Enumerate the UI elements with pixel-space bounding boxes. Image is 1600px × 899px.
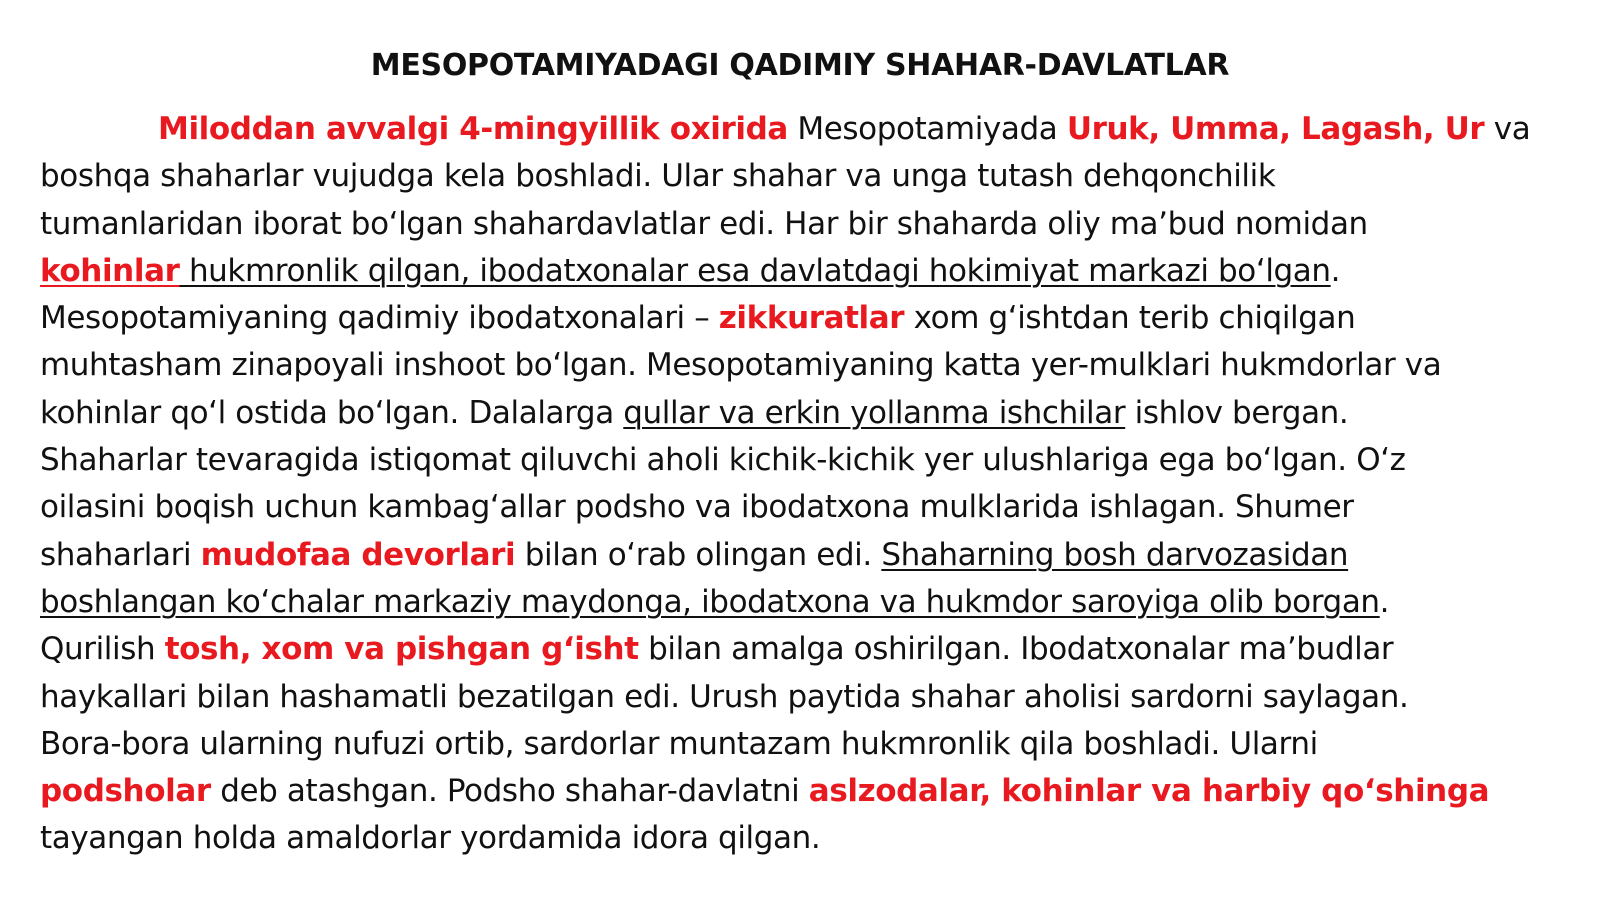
text-line bbox=[40, 579, 1565, 626]
text-line bbox=[40, 815, 1565, 862]
text-line bbox=[40, 768, 1565, 815]
text-run: shaharlari bbox=[40, 536, 201, 573]
underlined-phrase: hukmronlik qilgan, ibodatxonalar esa davlatdagi hokimiyat markazi boʻlgan bbox=[179, 252, 1331, 289]
text-run: Bora-bora ularning nufuzi ortib, sardorlar muntazam hukmronlik qila boshladi. Ularni bbox=[40, 725, 1318, 762]
highlighted-term: mudofaa devorlari bbox=[200, 536, 516, 573]
highlighted-term: podsholar bbox=[40, 773, 211, 810]
text-run: muhtasham zinapoyali inshoot boʻlgan. Mesopotamiyaning katta yer-mulklari hukmdorlar va bbox=[40, 347, 1442, 384]
text-run: va bbox=[1484, 111, 1531, 147]
text-run: ishlov bergan. bbox=[1125, 394, 1349, 431]
highlighted-term: tosh, xom va pishgan gʻisht bbox=[164, 631, 639, 668]
text-run: bilan oʻrab olingan edi. bbox=[515, 536, 882, 573]
text-run: Qurilish bbox=[40, 631, 165, 668]
text-run: . bbox=[1330, 252, 1341, 289]
text-line bbox=[40, 721, 1565, 768]
text-run: deb atashgan. Podsho shahar-davlatni bbox=[210, 773, 809, 810]
text-line bbox=[40, 532, 1565, 579]
text-run: kohinlar qoʻl ostida boʻlgan. Dalalarga bbox=[40, 394, 624, 431]
highlighted-term: kohinlar bbox=[40, 252, 180, 289]
text-line bbox=[40, 342, 1565, 389]
text-run: Mesopotamiyaning qadimiy ibodatxonalari – bbox=[40, 300, 719, 337]
text-line bbox=[40, 201, 1565, 248]
text-line bbox=[40, 106, 1565, 153]
text-line bbox=[40, 153, 1565, 200]
page-title: MESOPOTAMIYADAGI QADIMIY SHAHAR-DAVLATLAR bbox=[370, 48, 1230, 83]
text-run: tayangan holda amaldorlar yordamida idora qilgan. bbox=[40, 820, 821, 857]
text-run: xom gʻishtdan terib chiqilgan bbox=[904, 300, 1356, 337]
text-line bbox=[40, 484, 1565, 531]
highlighted-term: zikkuratlar bbox=[718, 300, 905, 337]
text-run: bilan amalga oshirilgan. Ibodatxonalar maʼbudlar bbox=[638, 631, 1394, 668]
highlighted-term: Uruk, Umma, Lagash, Ur bbox=[1066, 111, 1485, 147]
text-line bbox=[40, 295, 1565, 342]
underlined-phrase: boshlangan koʻchalar markaziy maydonga, ibodatxona va hukmdor saroyiga olib borgan bbox=[40, 583, 1380, 620]
underlined-phrase: Shaharning bosh darvozasidan bbox=[881, 536, 1349, 573]
text-run: haykallari bilan hashamatli bezatilgan edi. Urush paytida shahar aholisi sardorni saylagan. bbox=[40, 678, 1409, 715]
text-run: Shaharlar tevaragida istiqomat qiluvchi aholi kichik-kichik yer ulushlariga ega boʻlgan. Oʻz bbox=[40, 442, 1406, 479]
text-run: . bbox=[1379, 583, 1390, 620]
text-run: Mesopotamiyada bbox=[787, 111, 1067, 147]
text-line bbox=[40, 390, 1565, 437]
text-run: tumanlaridan iborat boʻlgan shahardavlatlar edi. Har bir shaharda oliy maʼbud nomidan bbox=[40, 205, 1368, 242]
text-line bbox=[40, 626, 1565, 673]
text-run: boshqa shaharlar vujudga kela boshladi. Ular shahar va unga tutash dehqonchilik bbox=[40, 158, 1276, 195]
underlined-phrase: qullar va erkin yollanma ishchilar bbox=[623, 394, 1126, 431]
highlighted-term: Miloddan avvalgi 4-mingyillik oxirida bbox=[158, 111, 788, 147]
body-text bbox=[40, 106, 1565, 863]
text-run: oilasini boqish uchun kambagʻallar podsho va ibodatxona mulklarida ishlagan. Shumer bbox=[40, 489, 1354, 526]
text-line bbox=[40, 437, 1565, 484]
highlighted-term: aslzodalar, kohinlar va harbiy qoʻshinga bbox=[808, 773, 1490, 810]
text-line bbox=[40, 674, 1565, 721]
text-line bbox=[40, 248, 1565, 295]
